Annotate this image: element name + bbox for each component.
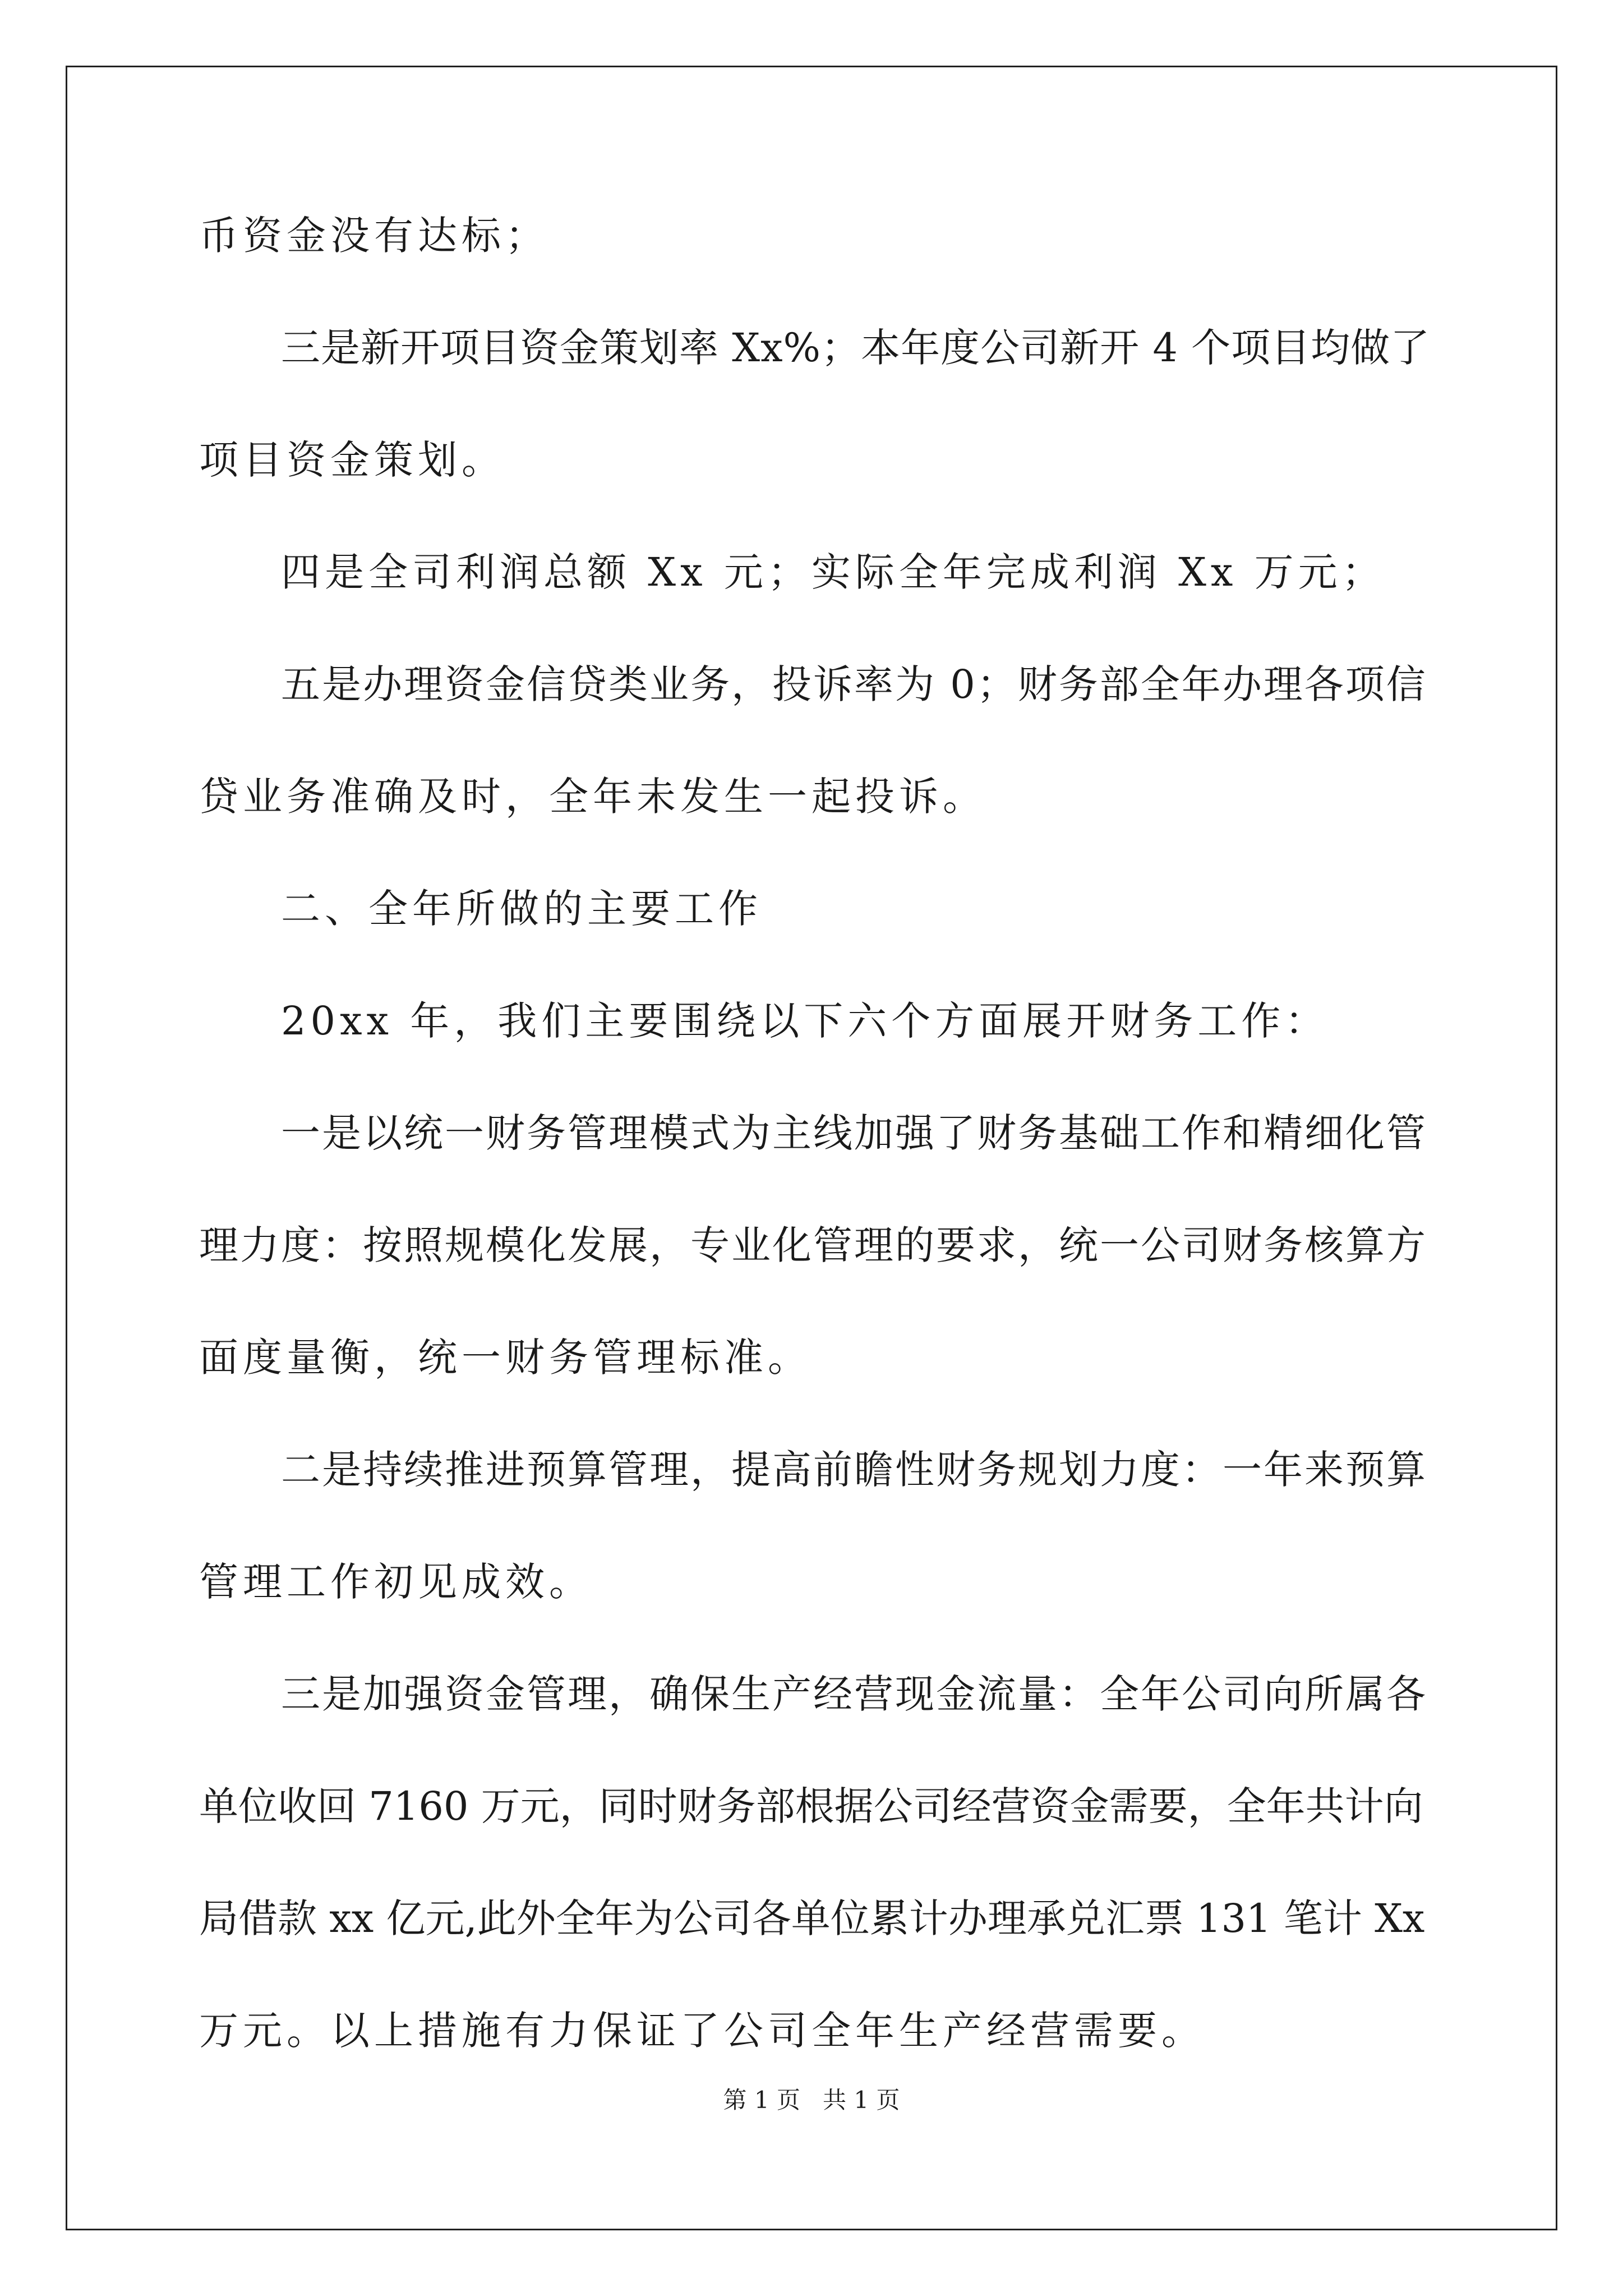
text-line: 理力度：按照规模化发展，专业化管理的要求，统一公司财务核算方 — [199, 1222, 1427, 1268]
text-line: 一是以统一财务管理模式为主线加强了财务基础工作和精细化管 — [281, 1110, 1427, 1156]
text-line: 四是全司利润总额 Xx 元；实际全年完成利润 Xx 万元； — [281, 549, 1386, 595]
page-footer: 第 1 页 共 1 页 — [723, 2086, 900, 2114]
text-line: 万元。以上措施有力保证了公司全年生产经营需要。 — [199, 2008, 1205, 2054]
text-line: 三是新开项目资金策划率 Xx%；本年度公司新开 4 个项目均做了 — [281, 325, 1431, 371]
document-body — [199, 208, 1433, 2115]
text-line: 贷业务准确及时，全年未发生一起投诉。 — [199, 774, 986, 820]
text-line: 币资金没有达标； — [199, 213, 549, 259]
text-line: 二是持续推进预算管理，提高前瞻性财务规划力度：一年来预算 — [281, 1447, 1427, 1493]
text-line: 五是办理资金信贷类业务，投诉率为 0；财务部全年办理各项信 — [281, 661, 1427, 707]
text-line: 项目资金策划。 — [199, 437, 505, 483]
text-line: 20xx 年，我们主要围绕以下六个方面展开财务工作： — [281, 998, 1329, 1044]
text-line: 面度量衡，统一财务管理标准。 — [199, 1335, 811, 1381]
text-line: 三是加强资金管理，确保生产经营现金流量：全年公司向所属各 — [281, 1671, 1427, 1717]
section-heading: 二、全年所做的主要工作 — [281, 886, 762, 932]
text-line: 单位收回 7160 万元，同时财务部根据公司经营资金需要，全年共计向 — [199, 1783, 1423, 1829]
text-line: 局借款 xx 亿元,此外全年为公司各单位累计办理承兑汇票 131 笔计 Xx — [199, 1895, 1425, 1941]
text-line: 管理工作初见成效。 — [199, 1559, 593, 1605]
